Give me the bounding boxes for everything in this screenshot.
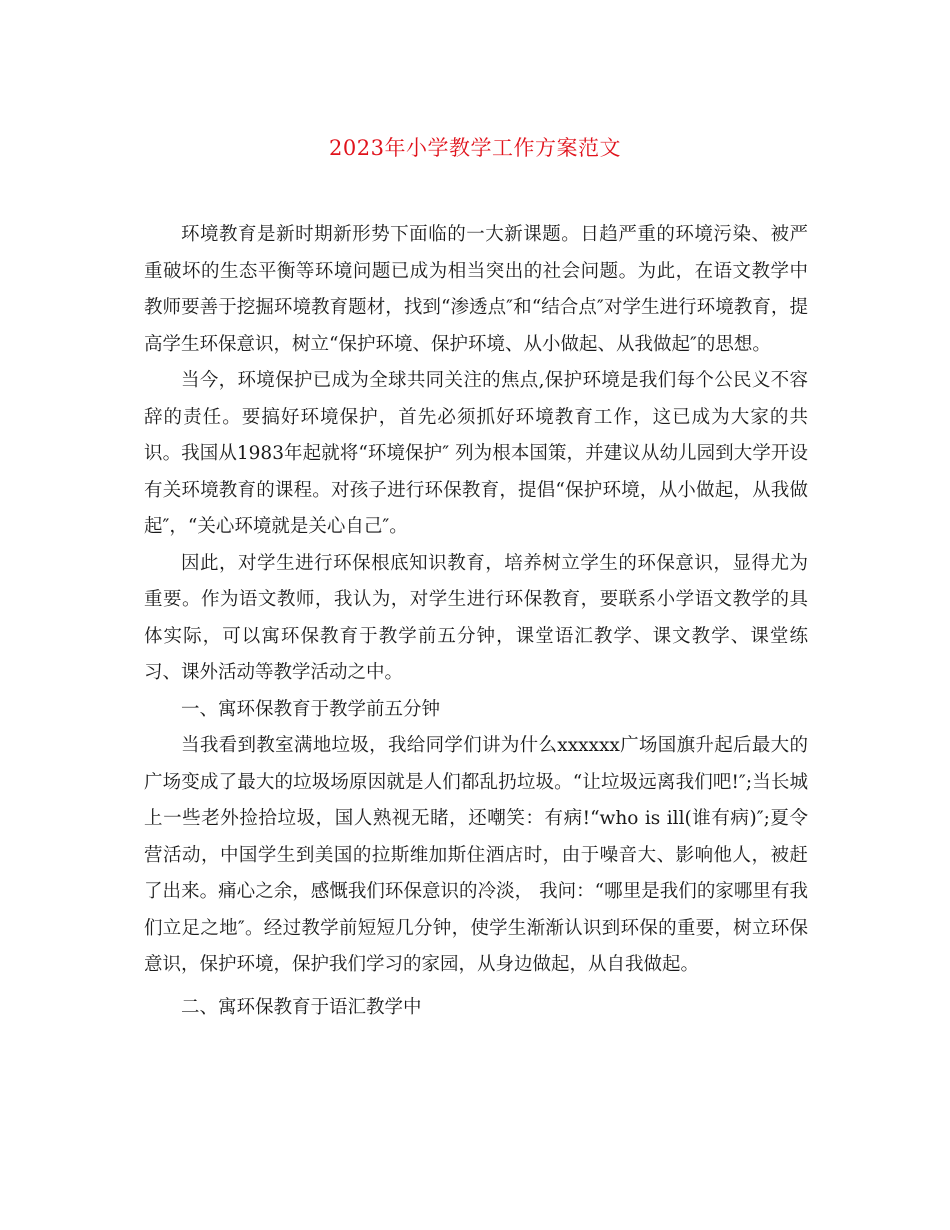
paragraph-intro: 环境教育是新时期新形势下面临的一大新课题。日趋严重的环境污染、被严重破坏的生态平衡等环境问题已成为相当突出的社会问题。为此，在语文教学中教师要善于挖掘环境教育题材，找到“渗透点″和“结合点″对学生进行环境教育，提高学生环保意识，树立“保护环境、保护环境、从小做起、从我做起″的思想。 xyxy=(144,224,808,355)
paragraph-approach: 因此，对学生进行环保根底知识教育，培养树立学生的环保意识，显得尤为重要。作为语文教师，我认为，对学生进行环保教育，要联系小学语文教学的具体实际，可以寓环保教育于教学前五分钟，课堂语汇教学、课文教学、课堂练习、课外活动等教学活动之中。 xyxy=(144,552,808,683)
section-heading-1: 一、寓环保教育于教学前五分钟 xyxy=(181,698,441,720)
paragraph-five-minutes: 当我看到教室满地垃圾，我给同学们讲为什么xxxxxx广场国旗升起后最大的广场变成了最大的垃圾场原因就是人们都乱扔垃圾。“让垃圾远离我们吧!″;当长城上一些老外捡拾垃圾，国人熟视无睹，还嘲笑：有病!“who is ill(谁有病)″;夏令营活动，中国学生到美国的拉斯维加斯住酒店时，由于噪音大、影响他人，被赶了出来。痛心之余，感慨我们环保意识的冷淡， 我问：“哪里是我们的家哪里有我们立足之地″。经过教学前短短几分钟，使学生渐渐认识到环保的重要，树立环保意识，保护环境，保护我们学习的家园，从身边做起，从自我做起。 xyxy=(144,735,808,975)
section-heading-2: 二、寓环保教育于语汇教学中 xyxy=(181,996,422,1018)
document-title: 2023年小学教学工作方案范文 xyxy=(329,136,621,160)
paragraph-context: 当今，环境保护已成为全球共同关注的焦点,保护环境是我们每个公民义不容辞的责任。要搞好环境保护，首先必须抓好环境教育工作，这已成为大家的共识。我国从1983年起就将“环境保护″ 列为根本国策，并建议从幼儿园到大学开设有关环境教育的课程。对孩子进行环保教育，提倡“保护环境，从小做起，从我做起″，“关心环境就是关心自己″。 xyxy=(144,370,808,537)
document-body xyxy=(144,217,808,1026)
